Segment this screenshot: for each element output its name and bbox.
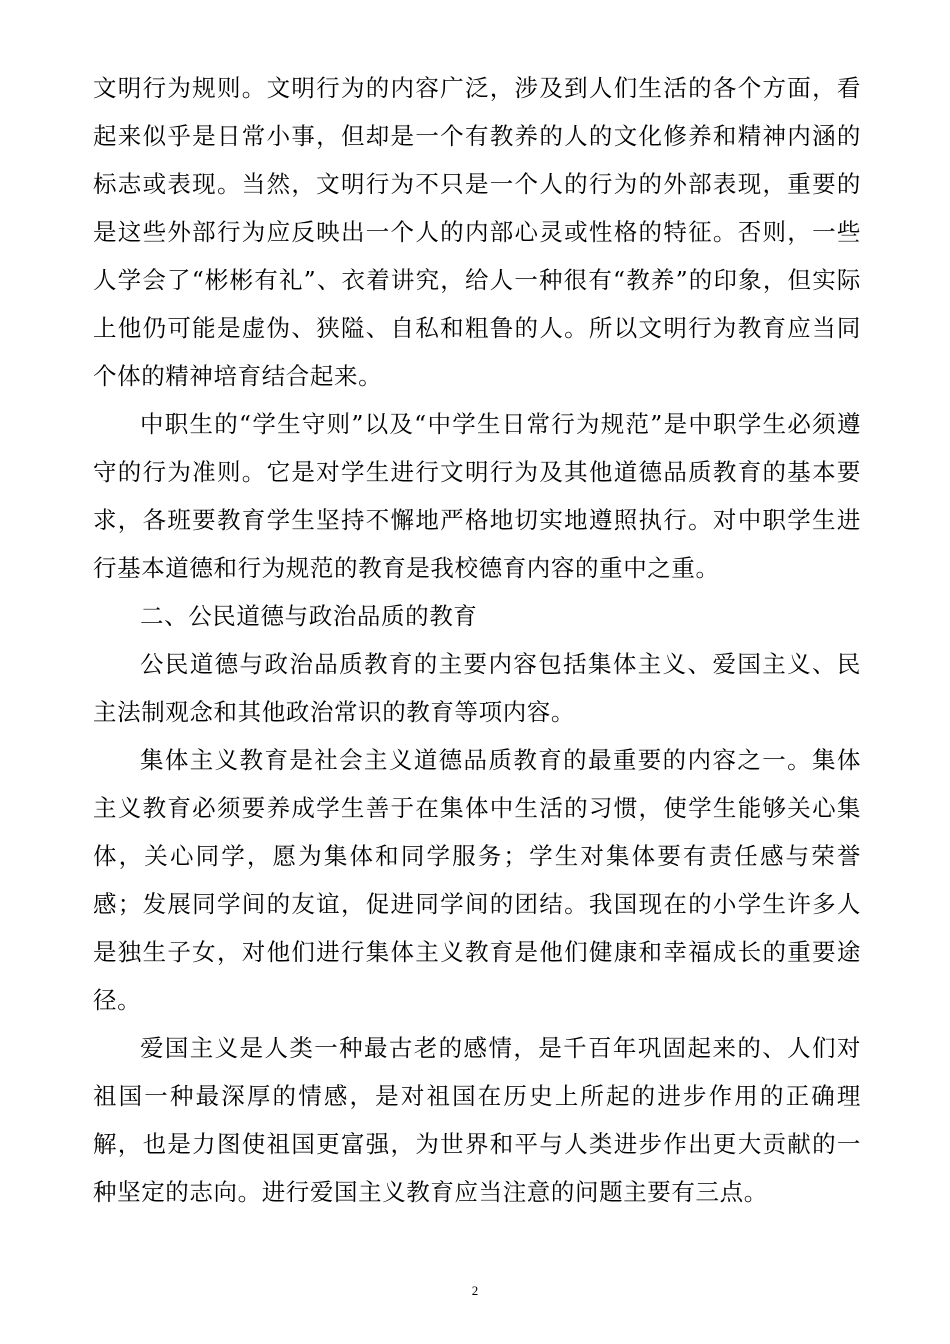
section-heading-civic-morality: 二、公民道德与政治品质的教育 — [140, 602, 478, 630]
page-number: 2 — [471, 1283, 479, 1298]
paragraph-student-code: 中职生的“学生守则”以及“中学生日常行为规范”是中职学生必须遵守的行为准则。它是对学生进行文明行为及其他道德品质教育的基本要求，各班要教育学生坚持不懈地严格地切实地遵照执行。对中职学生进行基本道德和行为规范的教育是我校德育内容的重中之重。 — [93, 410, 861, 582]
document-body — [93, 64, 861, 1216]
paragraph-collectivism: 集体主义教育是社会主义道德品质教育的最重要的内容之一。集体主义教育必须要养成学生善于在集体中生活的习惯，使学生能够关心集体，关心同学，愿为集体和同学服务；学生对集体要有责任感与荣誉感；发展同学间的友谊，促进同学间的团结。我国现在的小学生许多人是独生子女，对他们进行集体主义教育是他们健康和幸福成长的重要途径。 — [93, 746, 861, 1014]
paragraph-civility-rules: 文明行为规则。文明行为的内容广泛，涉及到人们生活的各个方面，看起来似乎是日常小事，但却是一个有教养的人的文化修养和精神内涵的标志或表现。当然，文明行为不只是一个人的行为的外部表现，重要的是这些外部行为应反映出一个人的内部心灵或性格的特征。否则，一些人学会了“彬彬有礼”、衣着讲究，给人一种很有“教养”的印象，但实际上他仍可能是虚伪、狭隘、自私和粗鲁的人。所以文明行为教育应当同个体的精神培育结合起来。 — [93, 74, 861, 390]
paragraph-civic-morality-content: 公民道德与政治品质教育的主要内容包括集体主义、爱国主义、民主法制观念和其他政治常识的教育等项内容。 — [93, 650, 861, 726]
paragraph-patriotism: 爱国主义是人类一种最古老的感情，是千百年巩固起来的、人们对祖国一种最深厚的情感，是对祖国在历史上所起的进步作用的正确理解，也是力图使祖国更富强，为世界和平与人类进步作出更大贡献的一种坚定的志向。进行爱国主义教育应当注意的问题主要有三点。 — [93, 1034, 861, 1206]
